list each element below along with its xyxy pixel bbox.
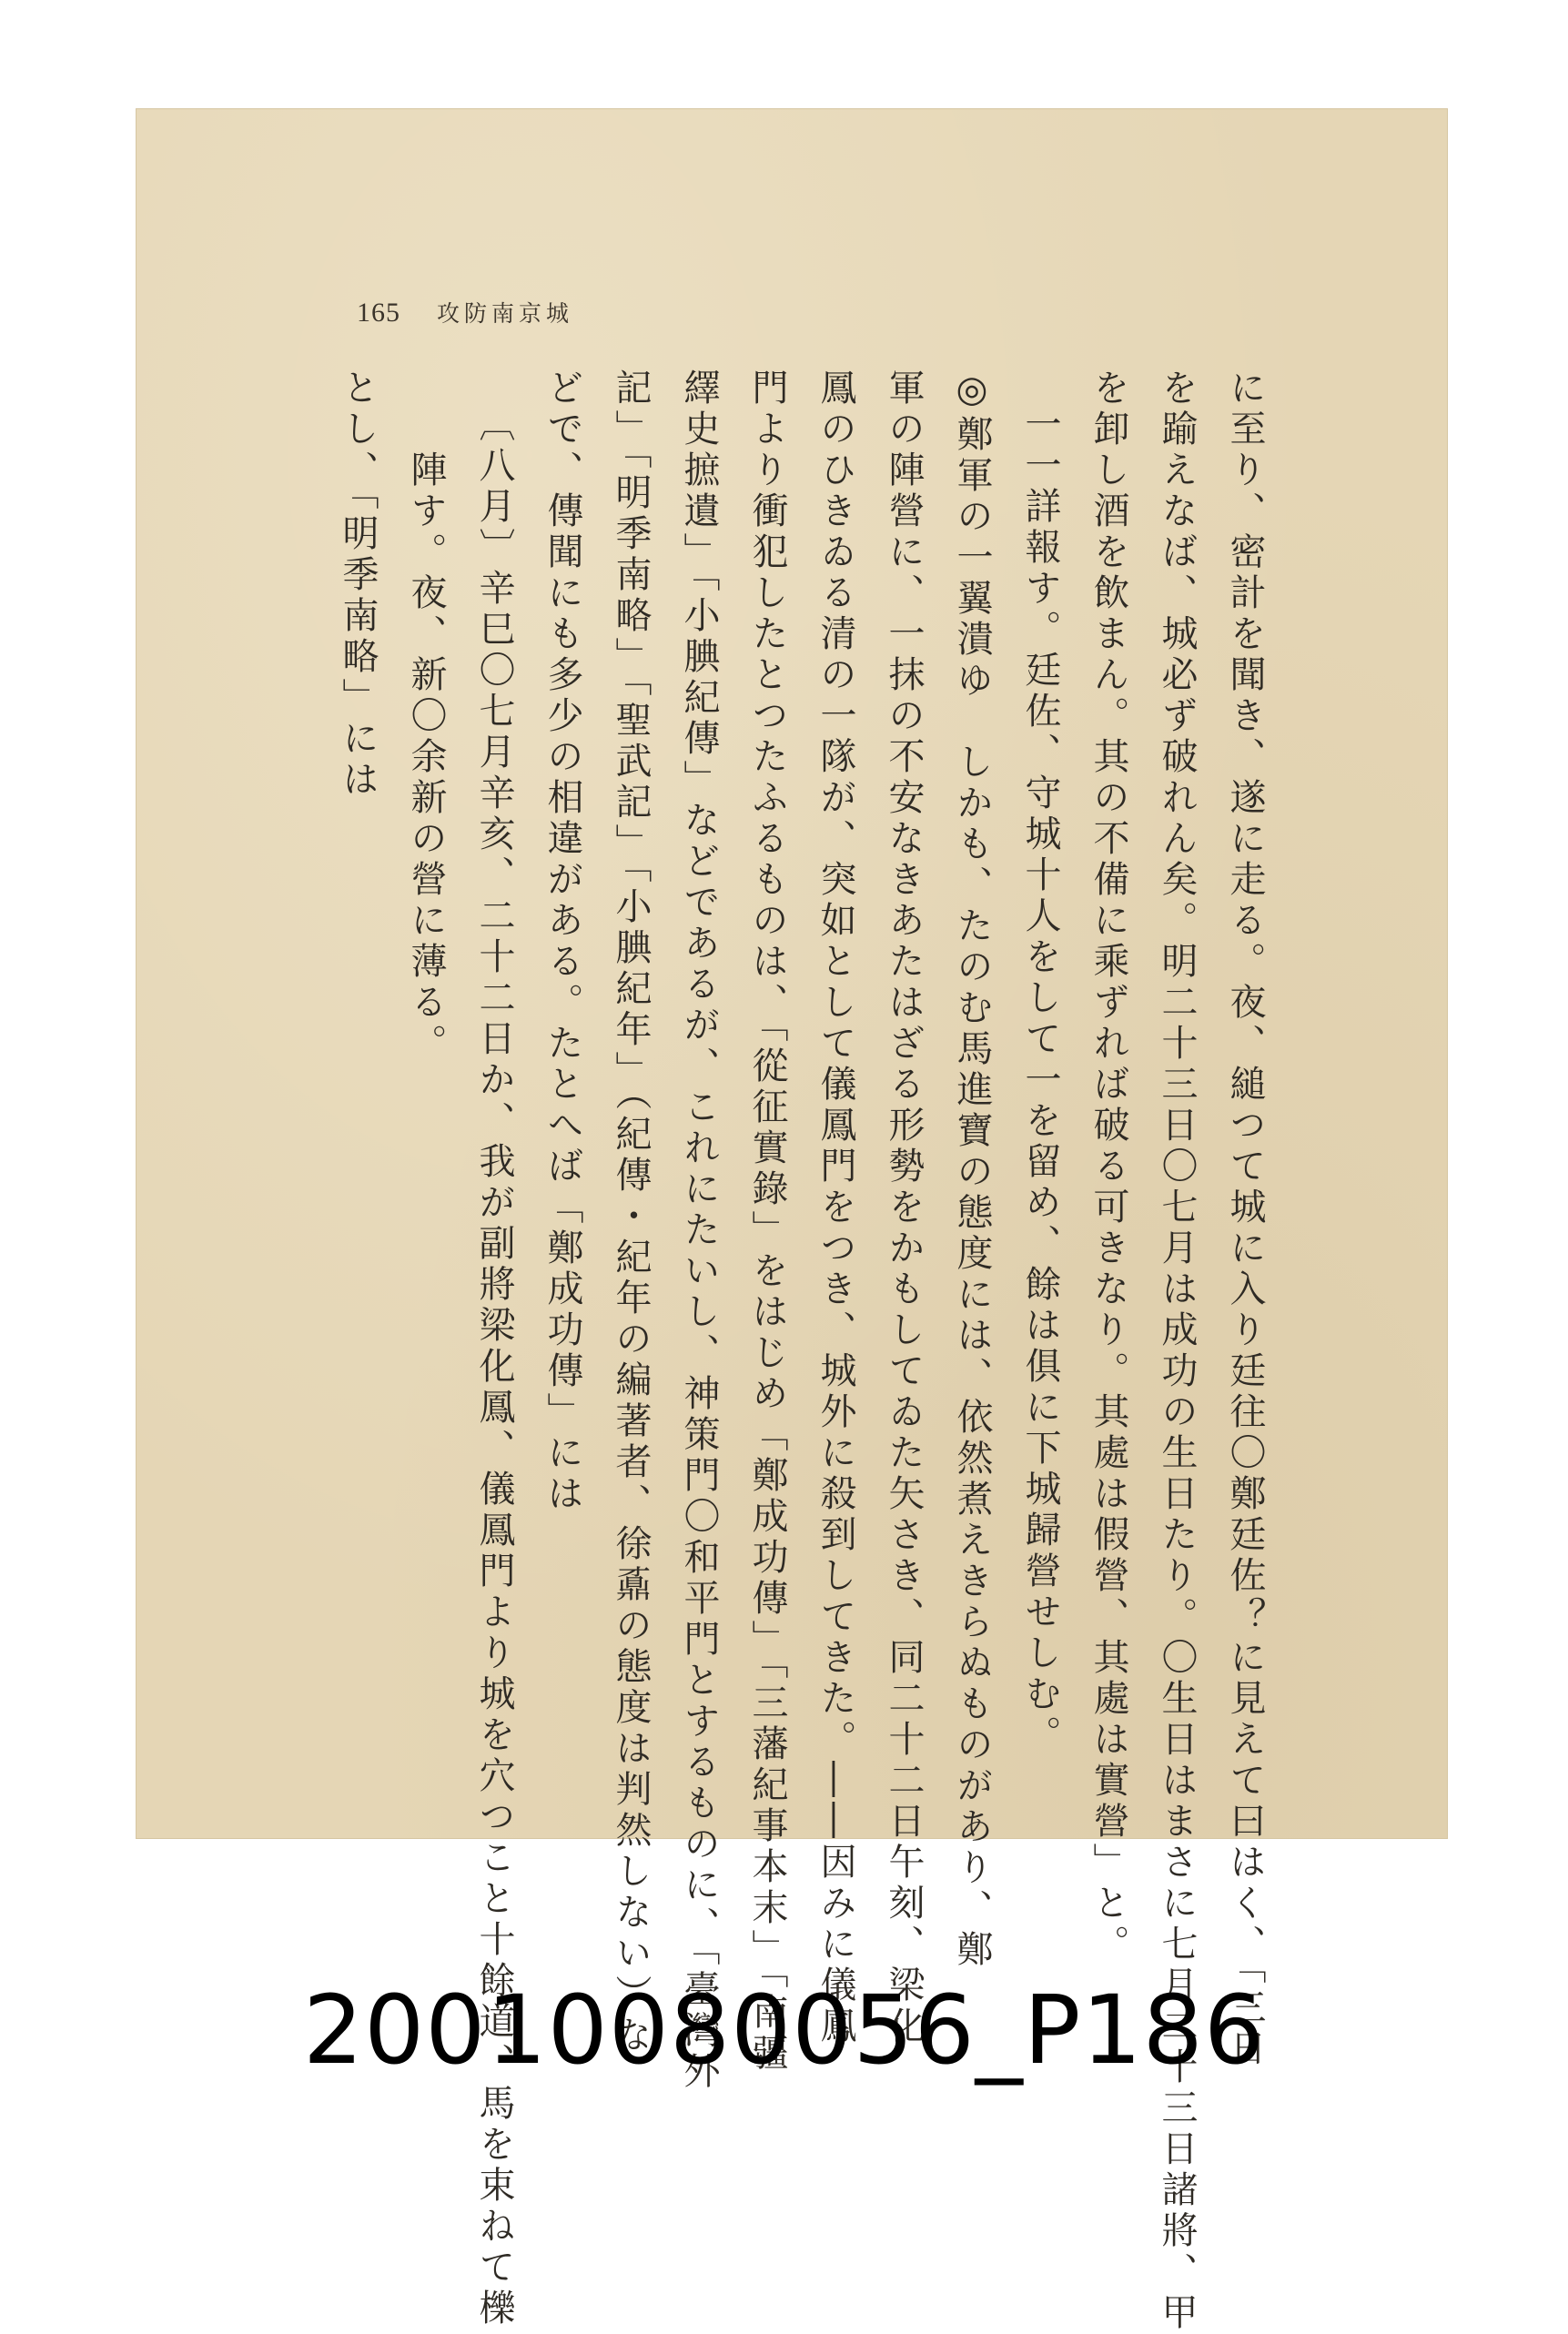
text-line: を卸し酒を飲まん。其の不備に乘ずれば破る可きなり。其處は假營、其處は實營」と。 [1087, 369, 1129, 1965]
quotation-line: 〔八月〕辛巳〇七月辛亥、二十二日か、我が副將梁化鳳、儀鳳門より城を穴つこと十餘道、馬を束ねて櫟 [473, 405, 515, 2329]
quotation-line: 陣す。夜、新〇余新の營に薄る。 [405, 450, 447, 1065]
page-number: 165 [357, 298, 400, 328]
text-line: 鳳のひきゐる清の一隊が、突如として儀鳳門をつき、城外に殺到してきた。――因みに儀鳳 [814, 369, 856, 2047]
running-title: 攻防南京城 [437, 300, 574, 327]
text-line: どで、傳聞にも多少の相違がある。たとへば「鄭成功傳」には [541, 369, 583, 1515]
text-line: 一一詳報す。廷佐、守城十人をして一を留め、餘は俱に下城歸營せしむ。 [1019, 405, 1061, 1756]
catalog-number: 20010080056_P186 [302, 1975, 1266, 2086]
text-line: を踰えなば、城必ず破れん矣。明二十三日〇七月は成功の生日たり。〇生日はまさに七月二十三日諸將、甲 [1156, 369, 1198, 2334]
section-heading-line: ◎鄭軍の一翼潰ゆ しかも、たのむ馬進寶の態度には、依然煮えきらぬものがあり、鄭 [951, 369, 993, 1971]
text-line: 繹史摭遺」「小腆紀傳」などであるが、これにたいし、神策門〇和平門とするものに、「臺灣外 [678, 369, 720, 2093]
text-line: 門より衝犯したとつたふるものは、「從征實錄」をはじめ「鄭成功傳」「三藩紀事本末」「南疆 [746, 369, 788, 2075]
text-line: に至り、密計を聞き、遂に走る。夜、縋つて城に入り廷往〇鄭廷佐？に見えて曰はく、「三日 [1224, 369, 1266, 2070]
text-line: とし、「明季南略」には [337, 369, 379, 801]
text-line: 軍の陣營に、一抹の不安なきあたはざる形勢をかもしてゐた矢さき、同二十二日午刻、梁化 [883, 369, 925, 2047]
running-header [357, 296, 573, 328]
text-line: 記」「明季南略」「聖武記」「小腆紀年」（紀傳・紀年の編著者、徐鼒の態度は判然しない）な [610, 369, 652, 2056]
